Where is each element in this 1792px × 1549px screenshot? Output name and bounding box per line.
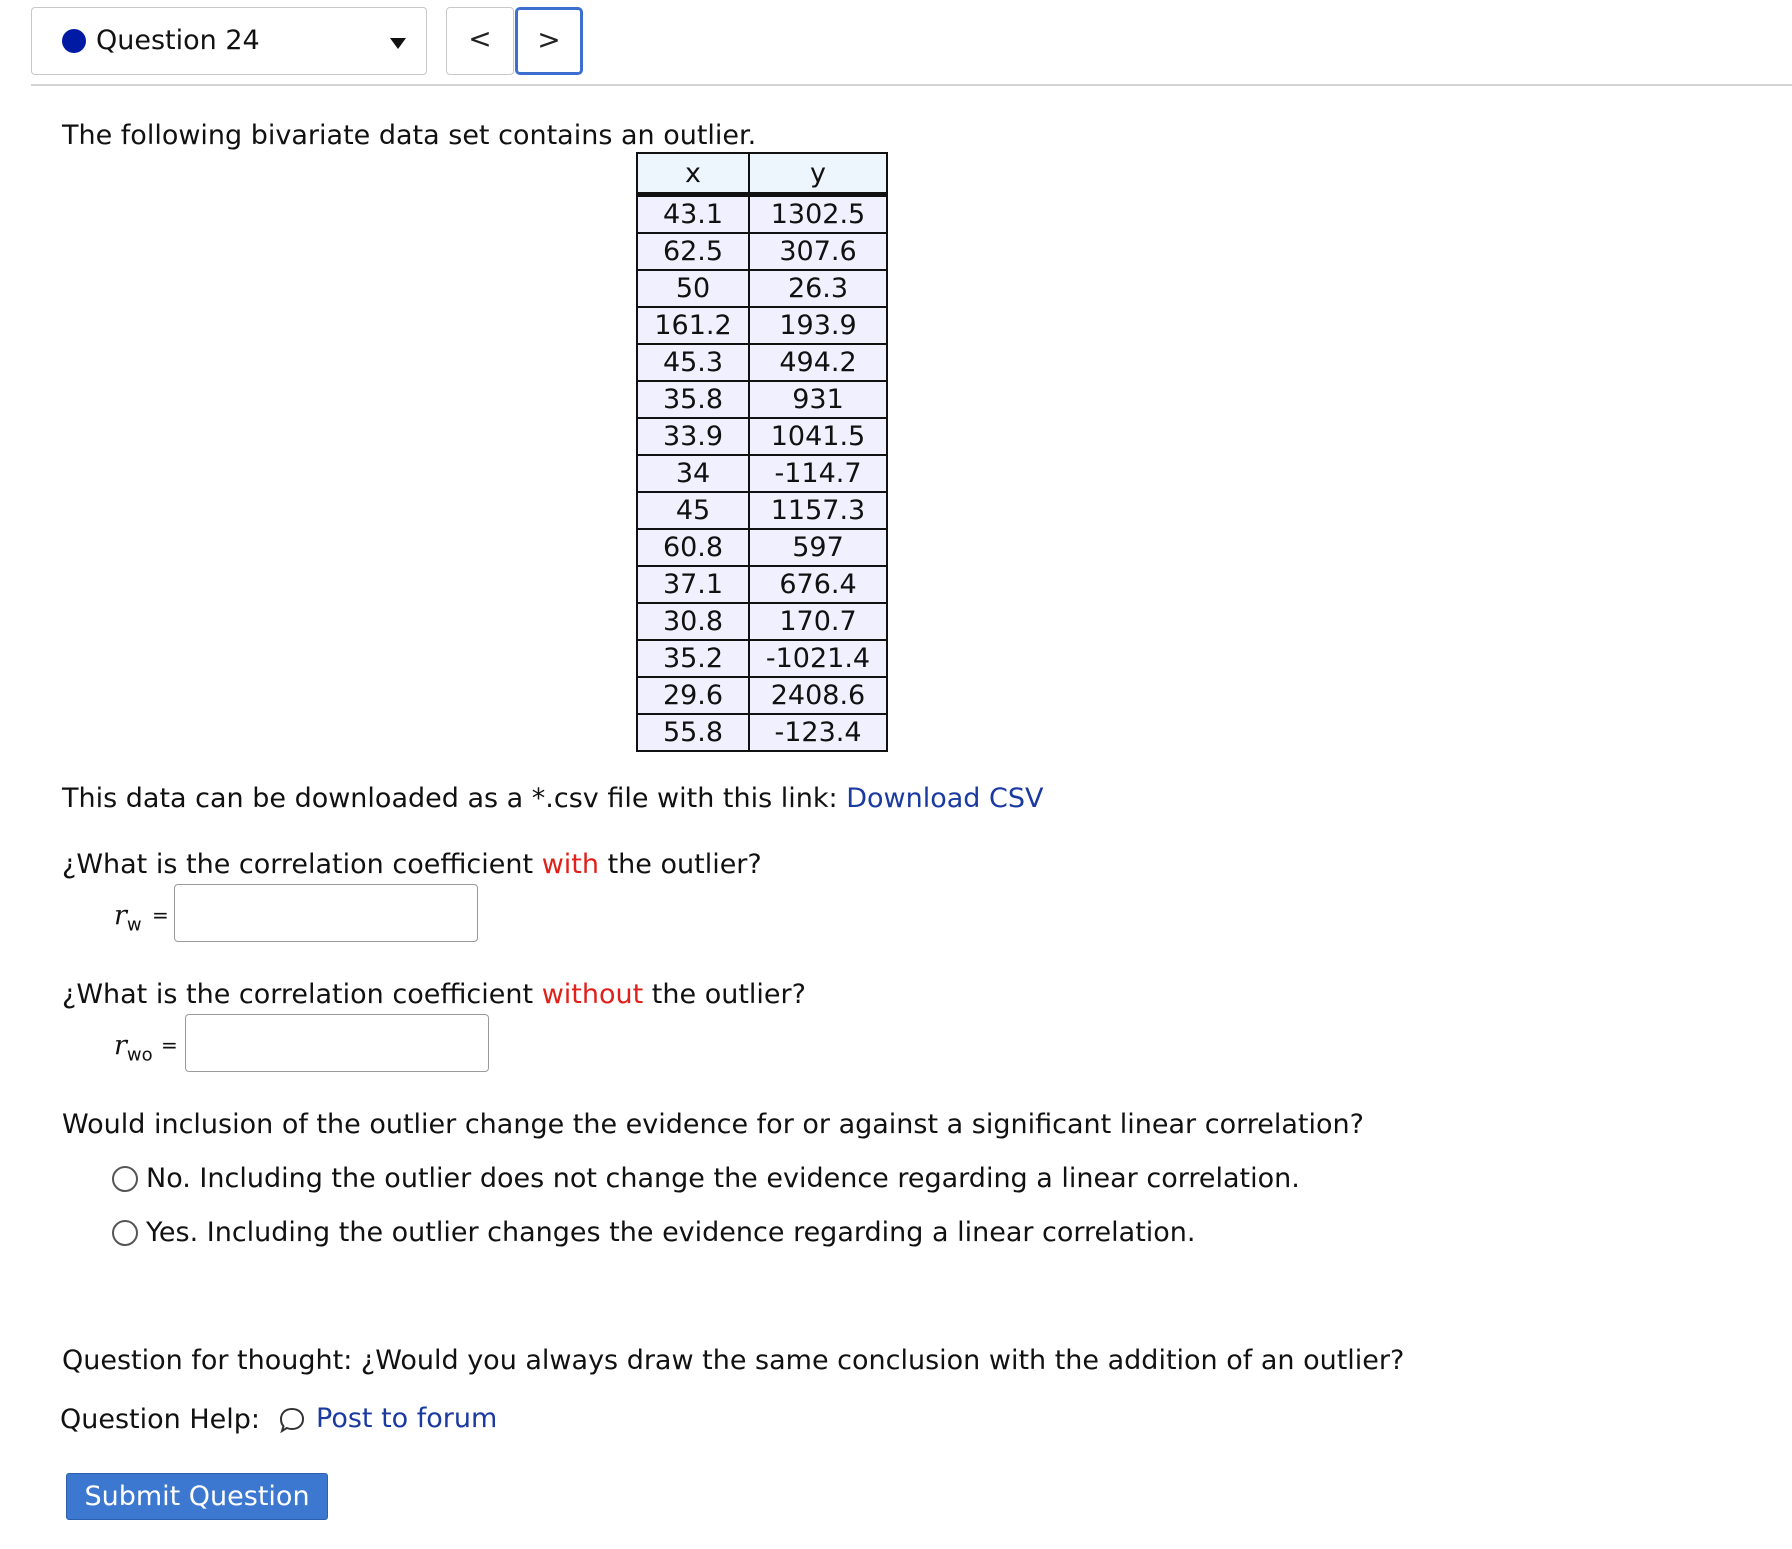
option-no-radio[interactable] bbox=[112, 1166, 138, 1192]
question-selector[interactable] bbox=[31, 7, 427, 75]
rw-var: r bbox=[114, 900, 127, 931]
option-no-label[interactable]: No. Including the outlier does not change the evidence regarding a linear correlation. bbox=[146, 1163, 1300, 1194]
table-row bbox=[637, 233, 887, 270]
cell-y: 931 bbox=[749, 381, 887, 418]
q2-prompt-before: ¿What is the correlation coefficient bbox=[62, 979, 534, 1010]
header-y: y bbox=[749, 153, 887, 195]
q1-prompt-highlight: with bbox=[541, 849, 599, 880]
table-row bbox=[637, 344, 887, 381]
table-row bbox=[637, 529, 887, 566]
table-row bbox=[637, 307, 887, 344]
q3-prompt: Would inclusion of the outlier change the evidence for or against a significant linear correlation? bbox=[62, 1109, 1364, 1140]
table-row bbox=[637, 418, 887, 455]
cell-y: -1021.4 bbox=[749, 640, 887, 677]
q1-prompt-after: the outlier? bbox=[607, 849, 762, 880]
cell-x: 45.3 bbox=[637, 344, 749, 381]
cell-x: 30.8 bbox=[637, 603, 749, 640]
table-row bbox=[637, 677, 887, 714]
q2-prompt bbox=[62, 979, 806, 1010]
thought-question: Question for thought: ¿Would you always draw the same conclusion with the addition of an outlier? bbox=[62, 1345, 1405, 1376]
post-to-forum-link[interactable]: Post to forum bbox=[316, 1403, 498, 1434]
table-header-row bbox=[637, 153, 887, 195]
cell-x: 50 bbox=[637, 270, 749, 307]
table-row bbox=[637, 381, 887, 418]
rwo-label bbox=[114, 1030, 153, 1065]
table-row bbox=[637, 195, 887, 234]
download-csv-link[interactable]: Download CSV bbox=[846, 783, 1044, 814]
cell-y: 307.6 bbox=[749, 233, 887, 270]
cell-y: 1302.5 bbox=[749, 195, 887, 234]
table-row bbox=[637, 714, 887, 751]
option-yes-label[interactable]: Yes. Including the outlier changes the evidence regarding a linear correlation. bbox=[146, 1217, 1196, 1248]
question-selector-label: Question 24 bbox=[96, 25, 260, 56]
submit-question-button[interactable]: Submit Question bbox=[66, 1473, 328, 1520]
cell-x: 34 bbox=[637, 455, 749, 492]
table-row bbox=[637, 455, 887, 492]
option-yes-radio[interactable] bbox=[112, 1220, 138, 1246]
rw-label bbox=[114, 900, 142, 935]
cell-y: 494.2 bbox=[749, 344, 887, 381]
caret-down-icon bbox=[390, 38, 406, 49]
cell-y: 676.4 bbox=[749, 566, 887, 603]
rwo-var: r bbox=[114, 1030, 127, 1061]
speech-bubble-icon[interactable] bbox=[278, 1406, 306, 1434]
question-status-dot bbox=[62, 29, 86, 53]
cell-y: 26.3 bbox=[749, 270, 887, 307]
rwo-sub: wo bbox=[126, 1044, 153, 1066]
download-line bbox=[62, 783, 1043, 814]
cell-x: 35.2 bbox=[637, 640, 749, 677]
q1-prompt-before: ¿What is the correlation coefficient bbox=[62, 849, 534, 880]
cell-y: 1041.5 bbox=[749, 418, 887, 455]
table-row bbox=[637, 270, 887, 307]
cell-x: 29.6 bbox=[637, 677, 749, 714]
cell-x: 37.1 bbox=[637, 566, 749, 603]
cell-y: -114.7 bbox=[749, 455, 887, 492]
q2-prompt-highlight: without bbox=[541, 979, 644, 1010]
cell-x: 60.8 bbox=[637, 529, 749, 566]
cell-x: 62.5 bbox=[637, 233, 749, 270]
cell-y: -123.4 bbox=[749, 714, 887, 751]
cell-x: 55.8 bbox=[637, 714, 749, 751]
cell-x: 33.9 bbox=[637, 418, 749, 455]
cell-y: 597 bbox=[749, 529, 887, 566]
next-question-button[interactable]: > bbox=[515, 7, 583, 75]
data-table bbox=[636, 152, 888, 752]
rw-input[interactable] bbox=[174, 884, 478, 942]
intro-text: The following bivariate data set contains an outlier. bbox=[62, 120, 757, 151]
table-row bbox=[637, 566, 887, 603]
rwo-equals: = bbox=[161, 1033, 178, 1057]
rw-sub: w bbox=[126, 914, 142, 936]
cell-x: 35.8 bbox=[637, 381, 749, 418]
rwo-input[interactable] bbox=[185, 1014, 489, 1072]
top-divider bbox=[31, 84, 1792, 86]
cell-x: 161.2 bbox=[637, 307, 749, 344]
cell-y: 1157.3 bbox=[749, 492, 887, 529]
previous-question-button[interactable]: < bbox=[446, 7, 514, 75]
table-row bbox=[637, 603, 887, 640]
header-x: x bbox=[637, 153, 749, 195]
question-help-label: Question Help: bbox=[60, 1404, 260, 1435]
table-row bbox=[637, 640, 887, 677]
q1-prompt bbox=[62, 849, 762, 880]
cell-x: 43.1 bbox=[637, 195, 749, 234]
download-prefix: This data can be downloaded as a *.csv file with this link: bbox=[62, 783, 838, 814]
cell-x: 45 bbox=[637, 492, 749, 529]
table-row bbox=[637, 492, 887, 529]
cell-y: 2408.6 bbox=[749, 677, 887, 714]
q2-prompt-after: the outlier? bbox=[651, 979, 806, 1010]
rw-equals: = bbox=[152, 903, 169, 927]
cell-y: 193.9 bbox=[749, 307, 887, 344]
cell-y: 170.7 bbox=[749, 603, 887, 640]
